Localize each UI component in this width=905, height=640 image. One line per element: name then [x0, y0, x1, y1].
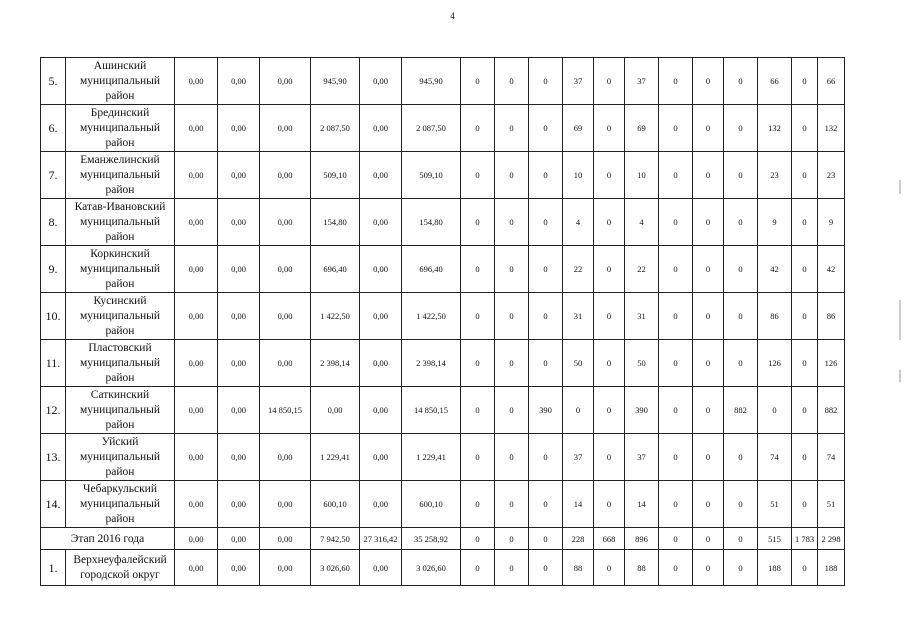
value-cell: 88 [625, 550, 659, 586]
value-cell: 154,80 [311, 199, 360, 246]
value-cell: 0 [594, 105, 625, 152]
value-cell: 0,00 [218, 528, 260, 550]
value-cell: 0 [461, 387, 495, 434]
value-cell: 945,90 [311, 58, 360, 105]
value-cell: 0 [792, 340, 818, 387]
value-cell: 0 [594, 340, 625, 387]
value-cell: 0 [693, 434, 724, 481]
municipality-name: Катав-Ивановский муниципальный район [66, 199, 175, 246]
value-cell: 0 [724, 105, 758, 152]
value-cell: 22 [563, 246, 594, 293]
value-cell: 1 783 [792, 528, 818, 550]
municipality-name: Кусинский муниципальный район [66, 293, 175, 340]
value-cell: 132 [818, 105, 845, 152]
value-cell: 0,00 [360, 293, 402, 340]
value-cell: 0 [758, 387, 792, 434]
value-cell: 0,00 [218, 293, 260, 340]
value-cell: 37 [625, 58, 659, 105]
value-cell: 0 [792, 293, 818, 340]
value-cell: 0 [693, 105, 724, 152]
value-cell: 696,40 [402, 246, 461, 293]
value-cell: 35 258,92 [402, 528, 461, 550]
value-cell: 0,00 [218, 152, 260, 199]
municipality-name: Саткинский муниципальный район [66, 387, 175, 434]
value-cell: 0,00 [260, 434, 311, 481]
value-cell: 0 [495, 528, 529, 550]
value-cell: 0,00 [218, 105, 260, 152]
value-cell: 0 [724, 434, 758, 481]
value-cell: 0 [594, 199, 625, 246]
value-cell: 22 [625, 246, 659, 293]
value-cell: 882 [724, 387, 758, 434]
value-cell: 0 [461, 58, 495, 105]
value-cell: 69 [563, 105, 594, 152]
value-cell: 31 [563, 293, 594, 340]
value-cell: 0 [461, 340, 495, 387]
value-cell: 126 [758, 340, 792, 387]
value-cell: 0 [659, 340, 693, 387]
value-cell: 132 [758, 105, 792, 152]
table-row [41, 246, 845, 293]
value-cell: 896 [625, 528, 659, 550]
value-cell: 0 [724, 481, 758, 528]
table-row [41, 550, 845, 586]
value-cell: 51 [818, 481, 845, 528]
value-cell: 0,00 [260, 528, 311, 550]
value-cell: 42 [818, 246, 845, 293]
value-cell: 0 [659, 58, 693, 105]
value-cell: 23 [758, 152, 792, 199]
value-cell: 0 [659, 481, 693, 528]
value-cell: 0 [594, 434, 625, 481]
value-cell: 50 [563, 340, 594, 387]
row-number: 11. [41, 340, 66, 387]
value-cell: 154,80 [402, 199, 461, 246]
value-cell: 23 [818, 152, 845, 199]
table-row [41, 105, 845, 152]
value-cell: 0 [792, 199, 818, 246]
value-cell: 86 [758, 293, 792, 340]
row-number: 14. [41, 481, 66, 528]
value-cell: 0 [792, 58, 818, 105]
value-cell: 0,00 [218, 340, 260, 387]
value-cell: 668 [594, 528, 625, 550]
value-cell: 9 [818, 199, 845, 246]
value-cell: 0,00 [360, 387, 402, 434]
value-cell: 0,00 [260, 152, 311, 199]
row-number: 5. [41, 58, 66, 105]
value-cell: 0 [724, 246, 758, 293]
value-cell: 0,00 [360, 434, 402, 481]
municipality-name: Чебаркульский муниципальный район [66, 481, 175, 528]
value-cell: 0 [659, 550, 693, 586]
value-cell: 0,00 [175, 528, 218, 550]
value-cell: 509,10 [311, 152, 360, 199]
value-cell: 0 [724, 550, 758, 586]
value-cell: 0,00 [218, 246, 260, 293]
value-cell: 0 [792, 246, 818, 293]
value-cell: 0,00 [360, 550, 402, 586]
row-number: 6. [41, 105, 66, 152]
value-cell: 0 [529, 481, 563, 528]
value-cell: 50 [625, 340, 659, 387]
value-cell: 600,10 [402, 481, 461, 528]
value-cell: 0 [594, 550, 625, 586]
value-cell: 188 [758, 550, 792, 586]
value-cell: 2 087,50 [402, 105, 461, 152]
value-cell: 0 [563, 387, 594, 434]
value-cell: 1 422,50 [311, 293, 360, 340]
value-cell: 27 316,42 [360, 528, 402, 550]
value-cell: 0,00 [175, 246, 218, 293]
value-cell: 69 [625, 105, 659, 152]
value-cell: 228 [563, 528, 594, 550]
value-cell: 0 [693, 387, 724, 434]
row-number: 10. [41, 293, 66, 340]
value-cell: 66 [818, 58, 845, 105]
value-cell: 0 [724, 199, 758, 246]
value-cell: 0 [495, 481, 529, 528]
value-cell: 0 [693, 293, 724, 340]
value-cell: 0 [594, 481, 625, 528]
value-cell: 0,00 [175, 199, 218, 246]
value-cell: 0 [724, 293, 758, 340]
value-cell: 882 [818, 387, 845, 434]
value-cell: 0,00 [175, 105, 218, 152]
value-cell: 0 [659, 528, 693, 550]
value-cell: 0,00 [360, 481, 402, 528]
value-cell: 0 [495, 434, 529, 481]
value-cell: 0,00 [175, 434, 218, 481]
value-cell: 0,00 [175, 481, 218, 528]
value-cell: 0,00 [260, 58, 311, 105]
table-row [41, 199, 845, 246]
table-row [41, 434, 845, 481]
value-cell: 2 398,14 [402, 340, 461, 387]
value-cell: 0 [495, 58, 529, 105]
value-cell: 4 [625, 199, 659, 246]
value-cell: 0 [495, 340, 529, 387]
value-cell: 0 [792, 434, 818, 481]
value-cell: 0 [792, 481, 818, 528]
value-cell: 0,00 [218, 434, 260, 481]
value-cell: 42 [758, 246, 792, 293]
value-cell: 14 [625, 481, 659, 528]
value-cell: 0 [693, 528, 724, 550]
value-cell: 0,00 [360, 199, 402, 246]
value-cell: 945,90 [402, 58, 461, 105]
value-cell: 0 [594, 387, 625, 434]
value-cell: 0 [792, 550, 818, 586]
value-cell: 0,00 [360, 340, 402, 387]
value-cell: 0,00 [175, 340, 218, 387]
value-cell: 9 [758, 199, 792, 246]
value-cell: 0,00 [260, 550, 311, 586]
table-row [41, 293, 845, 340]
value-cell: 0 [724, 340, 758, 387]
value-cell: 188 [818, 550, 845, 586]
value-cell: 0 [724, 152, 758, 199]
value-cell: 0 [529, 340, 563, 387]
value-cell: 37 [563, 434, 594, 481]
value-cell: 390 [529, 387, 563, 434]
value-cell: 0 [693, 481, 724, 528]
value-cell: 0,00 [175, 387, 218, 434]
value-cell: 0 [495, 387, 529, 434]
value-cell: 0 [594, 58, 625, 105]
row-number: 1. [41, 550, 66, 586]
value-cell: 0 [461, 199, 495, 246]
value-cell: 0 [529, 550, 563, 586]
value-cell: 3 026,60 [402, 550, 461, 586]
value-cell: 2 298 [818, 528, 845, 550]
value-cell: 31 [625, 293, 659, 340]
value-cell: 509,10 [402, 152, 461, 199]
value-cell: 0 [461, 550, 495, 586]
value-cell: 10 [625, 152, 659, 199]
value-cell: 0,00 [175, 550, 218, 586]
value-cell: 7 942,50 [311, 528, 360, 550]
value-cell: 0 [693, 246, 724, 293]
value-cell: 0 [724, 58, 758, 105]
value-cell: 0 [659, 293, 693, 340]
value-cell: 0,00 [360, 58, 402, 105]
value-cell: 0 [693, 58, 724, 105]
value-cell: 74 [818, 434, 845, 481]
value-cell: 0,00 [260, 199, 311, 246]
value-cell: 0 [529, 105, 563, 152]
value-cell: 37 [625, 434, 659, 481]
municipality-name: Верхнеуфалейский городской округ [66, 550, 175, 586]
value-cell: 0 [461, 434, 495, 481]
value-cell: 66 [758, 58, 792, 105]
value-cell: 390 [625, 387, 659, 434]
value-cell: 2 398,14 [311, 340, 360, 387]
value-cell: 10 [563, 152, 594, 199]
row-number: 12. [41, 387, 66, 434]
value-cell: 0 [495, 293, 529, 340]
municipality-name: Брединский муниципальный район [66, 105, 175, 152]
municipality-name: Коркинский муниципальный район [66, 246, 175, 293]
table-row [41, 152, 845, 199]
value-cell: 0 [792, 387, 818, 434]
value-cell: 0,00 [260, 246, 311, 293]
value-cell: 0 [792, 105, 818, 152]
value-cell: 0 [659, 246, 693, 293]
table-row [41, 481, 845, 528]
municipality-name: Ашинский муниципальный район [66, 58, 175, 105]
value-cell: 0,00 [360, 152, 402, 199]
value-cell: 0 [594, 246, 625, 293]
value-cell: 0,00 [260, 340, 311, 387]
value-cell: 0 [529, 293, 563, 340]
value-cell: 0,00 [218, 550, 260, 586]
value-cell: 0 [495, 152, 529, 199]
value-cell: 0 [461, 105, 495, 152]
value-cell: 0 [461, 481, 495, 528]
value-cell: 0 [529, 199, 563, 246]
value-cell: 88 [563, 550, 594, 586]
municipality-name: Пластовский муниципальный район [66, 340, 175, 387]
value-cell: 14 850,15 [402, 387, 461, 434]
summary-row [41, 528, 845, 550]
value-cell: 86 [818, 293, 845, 340]
value-cell: 0 [529, 246, 563, 293]
value-cell: 0,00 [218, 199, 260, 246]
value-cell: 0 [659, 387, 693, 434]
value-cell: 14 850,15 [260, 387, 311, 434]
value-cell: 0 [461, 528, 495, 550]
value-cell: 0,00 [175, 293, 218, 340]
value-cell: 0,00 [260, 293, 311, 340]
value-cell: 0 [594, 293, 625, 340]
value-cell: 0 [659, 152, 693, 199]
value-cell: 0,00 [218, 387, 260, 434]
table-row [41, 387, 845, 434]
value-cell: 0,00 [260, 105, 311, 152]
value-cell: 0 [495, 105, 529, 152]
value-cell: 1 422,50 [402, 293, 461, 340]
value-cell: 0 [529, 58, 563, 105]
value-cell: 0 [659, 105, 693, 152]
value-cell: 0 [495, 199, 529, 246]
value-cell: 0 [724, 528, 758, 550]
value-cell: 0 [659, 199, 693, 246]
value-cell: 0 [693, 550, 724, 586]
value-cell: 1 229,41 [311, 434, 360, 481]
value-cell: 0 [461, 246, 495, 293]
row-number: 8. [41, 199, 66, 246]
value-cell: 600,10 [311, 481, 360, 528]
data-table [40, 57, 845, 586]
row-number: 13. [41, 434, 66, 481]
summary-label: Этап 2016 года [41, 528, 175, 550]
value-cell: 0 [529, 434, 563, 481]
value-cell: 4 [563, 199, 594, 246]
value-cell: 3 026,60 [311, 550, 360, 586]
value-cell: 0 [693, 199, 724, 246]
value-cell: 2 087,50 [311, 105, 360, 152]
value-cell: 0 [792, 152, 818, 199]
value-cell: 0,00 [175, 152, 218, 199]
value-cell: 0 [529, 152, 563, 199]
value-cell: 0,00 [260, 481, 311, 528]
value-cell: 74 [758, 434, 792, 481]
value-cell: 0 [495, 550, 529, 586]
page-number: 4 [450, 11, 455, 21]
table-row [41, 340, 845, 387]
value-cell: 0 [693, 340, 724, 387]
value-cell: 0 [659, 434, 693, 481]
municipality-name: Уйский муниципальный район [66, 434, 175, 481]
value-cell: 14 [563, 481, 594, 528]
row-number: 7. [41, 152, 66, 199]
value-cell: 0 [693, 152, 724, 199]
table-row [41, 58, 845, 105]
value-cell: 0,00 [360, 246, 402, 293]
value-cell: 126 [818, 340, 845, 387]
value-cell: 51 [758, 481, 792, 528]
value-cell: 0 [461, 152, 495, 199]
row-number: 9. [41, 246, 66, 293]
value-cell: 1 229,41 [402, 434, 461, 481]
value-cell: 0,00 [218, 58, 260, 105]
value-cell: 0 [461, 293, 495, 340]
value-cell: 0,00 [311, 387, 360, 434]
value-cell: 0 [594, 152, 625, 199]
municipality-name: Еманжелинский муниципальный район [66, 152, 175, 199]
value-cell: 0,00 [175, 58, 218, 105]
value-cell: 0,00 [360, 105, 402, 152]
value-cell: 37 [563, 58, 594, 105]
value-cell: 0,00 [218, 481, 260, 528]
value-cell: 696,40 [311, 246, 360, 293]
value-cell: 0 [529, 528, 563, 550]
value-cell: 0 [495, 246, 529, 293]
value-cell: 515 [758, 528, 792, 550]
